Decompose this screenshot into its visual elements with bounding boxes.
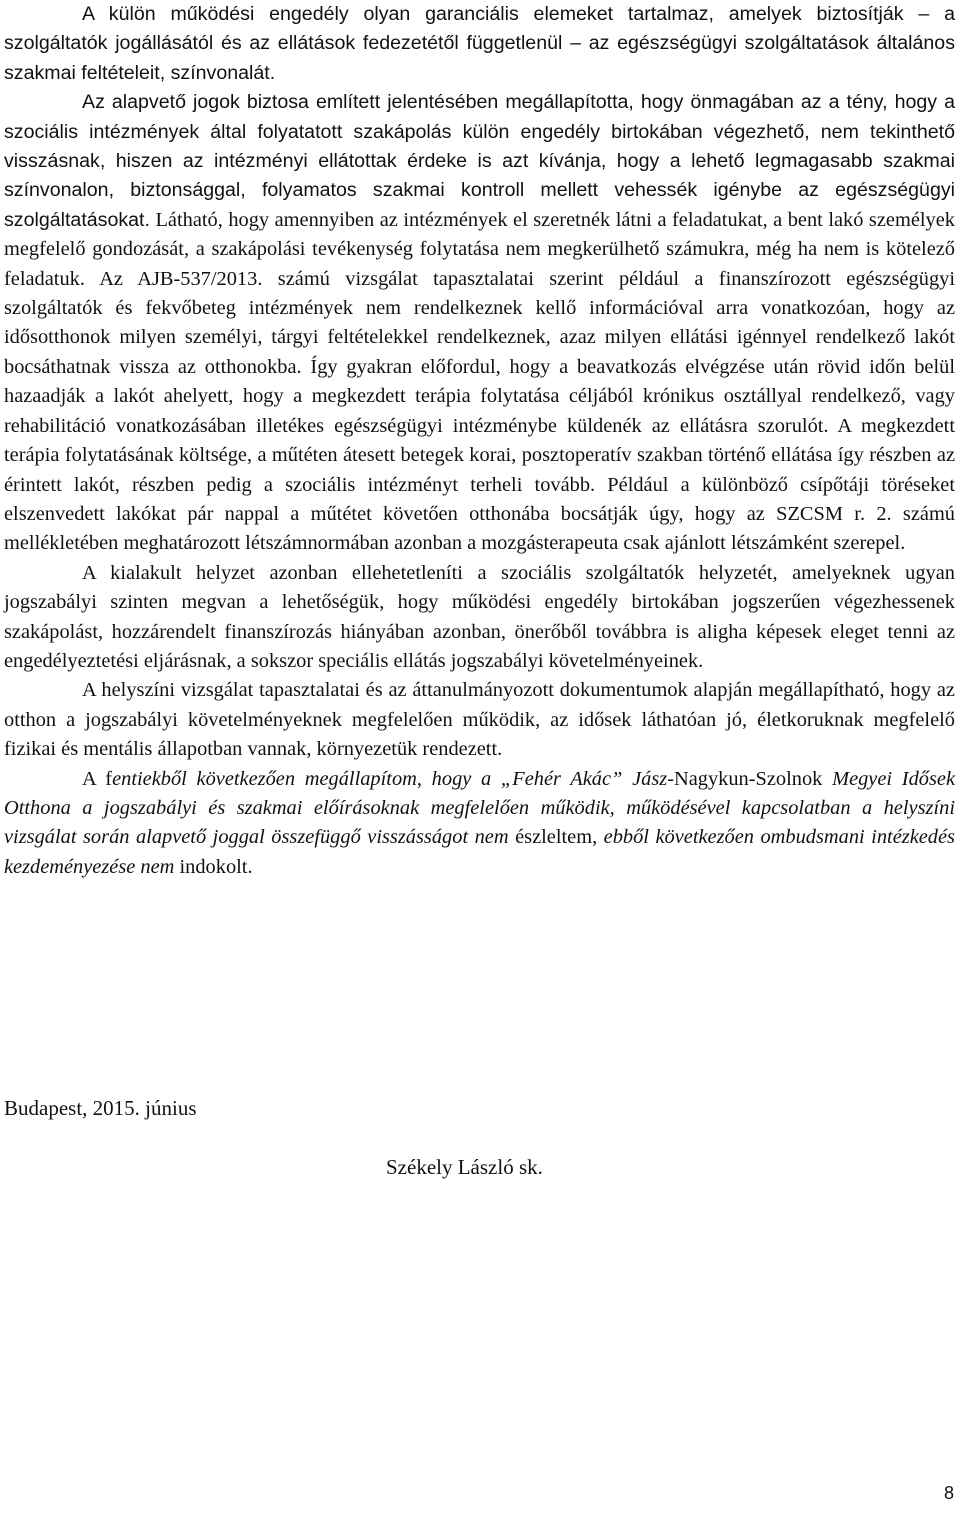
document-date: Budapest, 2015. június bbox=[4, 1096, 197, 1120]
conclusion-italic-2: Megyei Idősek Otthona a jogszabályi és szakmai előírásoknak megfelelően működik, működésével kapcsolatban a helyszíni vizsgálat során alapvető joggal összefüggő visszásságot nem bbox=[4, 767, 955, 849]
conclusion-italic-1: entiekből következően megállapítom, hogy a „Fehér Akác” Jász bbox=[112, 767, 668, 790]
conclusion-text-4: indokolt. bbox=[179, 855, 253, 878]
document-body bbox=[4, 0, 955, 882]
paragraph-2-serif-part: Látható, hogy amennyiben az intézmények el szeretnék látni a feladatukat, a bent lakó személyek megfelelő gondozását, a szakápolási tevékenység folytatása nem megkerülhető számukra, még ha nem is kötelező feladatuk. Az AJB-537/2013. számú vizsgálat tapasztalatai szerint például a finanszírozott egészségügyi szolgáltatók és fekvőbeteg intézmények nem rendelkeznek kellő információval arra vonatkozóan, hogy az idősotthonok milyen személyi, tárgyi feltételekkel rendelkeznek, azaz milyen ellátási igénnyel rendelkező lakót bocsáthatnak vissza az otthonokba. Így gyakran előfordul, hogy a beavatkozás elvégzése után rövid időn belül hazaadják a lakót ahelyett, hogy a megkezdett terápia folytatása céljából krónikus osztállyal rendelkező, vagy rehabilitáció vonatkozásában illetékes egészségügyi intézménybe küldenék az ellátásra szorulót. A megkezdett terápia folytatásának költsége, a műtéten átesett betegek korai, posztoperatív szakban történő ellátása így részben az érintett lakót, részben pedig a szociális intézményt terheli tovább. Például a különböző csípőtáji töréseket elszenvedett lakókat pár nappal a műtétet követően otthonába bocsátják úgy, hogy az SZCSM r. 2. számú mellékletében meghatározott létszámnormában azonban a mozgásterapeuta csak ajánlott létszámként szerepel. bbox=[4, 208, 955, 555]
paragraph-4: A helyszíni vizsgálat tapasztalatai és az áttanulmányozott dokumentumok alapján megállapítható, hogy az otthon a jogszabályi követelményeknek megfelelően működik, az idősek láthatóan jó, életkoruknak megfelelő fizikai és mentális állapotban vannak, környezetük rendezett. bbox=[4, 679, 955, 761]
conclusion-italic-3: ebből következően ombudsmani intézkedés kezdeményezése nem bbox=[4, 826, 955, 878]
paragraph-1: A külön működési engedély olyan garanciális elemeket tartalmaz, amelyek biztosítják – a szolgáltatók jogállásától és az ellátások fedezetétől függetlenül – az egészségügyi szolgáltatások általános szakmai feltételeit, színvonalát. bbox=[4, 3, 955, 84]
paragraph-5-conclusion bbox=[4, 765, 955, 883]
paragraph-2-sans-part: Az alapvető jogok biztosa említett jelentésében megállapította, hogy önmagában az a tény, hogy a szociális intézmények által folyatatott szakápolás külön engedély birtokában végezhető, nem tekinthető visszásnak, hiszen az intézményi ellátottak érdeke is azt kívánja, hogy a lehető legmagasabb szakmai színvonalon, biztonsággal, folyamatos szakmai kontroll mellett vehessék igénybe az egészségügyi szolgáltatásokat. bbox=[4, 91, 955, 231]
paragraph-3: A kialakult helyzet azonban ellehetetleníti a szociális szolgáltatók helyzetét, amelyeknek ugyan jogszabályi szinten megvan a lehetőségük, hogy működési engedély birtokában jogszerűen végezhessenek szakápolást, hozzárendelt finanszírozás hiányában azonban, önerőből továbbra is aligha képesek eleget tenni az engedélyeztetési eljárásnak, a sokszor speciális ellátás jogszabályi követelményeinek. bbox=[4, 561, 955, 672]
conclusion-text-1: A f bbox=[82, 767, 113, 790]
conclusion-text-3: észleltem, bbox=[515, 826, 604, 849]
page-number: 8 bbox=[943, 1483, 954, 1503]
signature: Székely László sk. bbox=[386, 1155, 543, 1179]
paragraph-2 bbox=[4, 88, 955, 559]
conclusion-text-2: -Nagykun-Szolnok bbox=[667, 767, 833, 790]
